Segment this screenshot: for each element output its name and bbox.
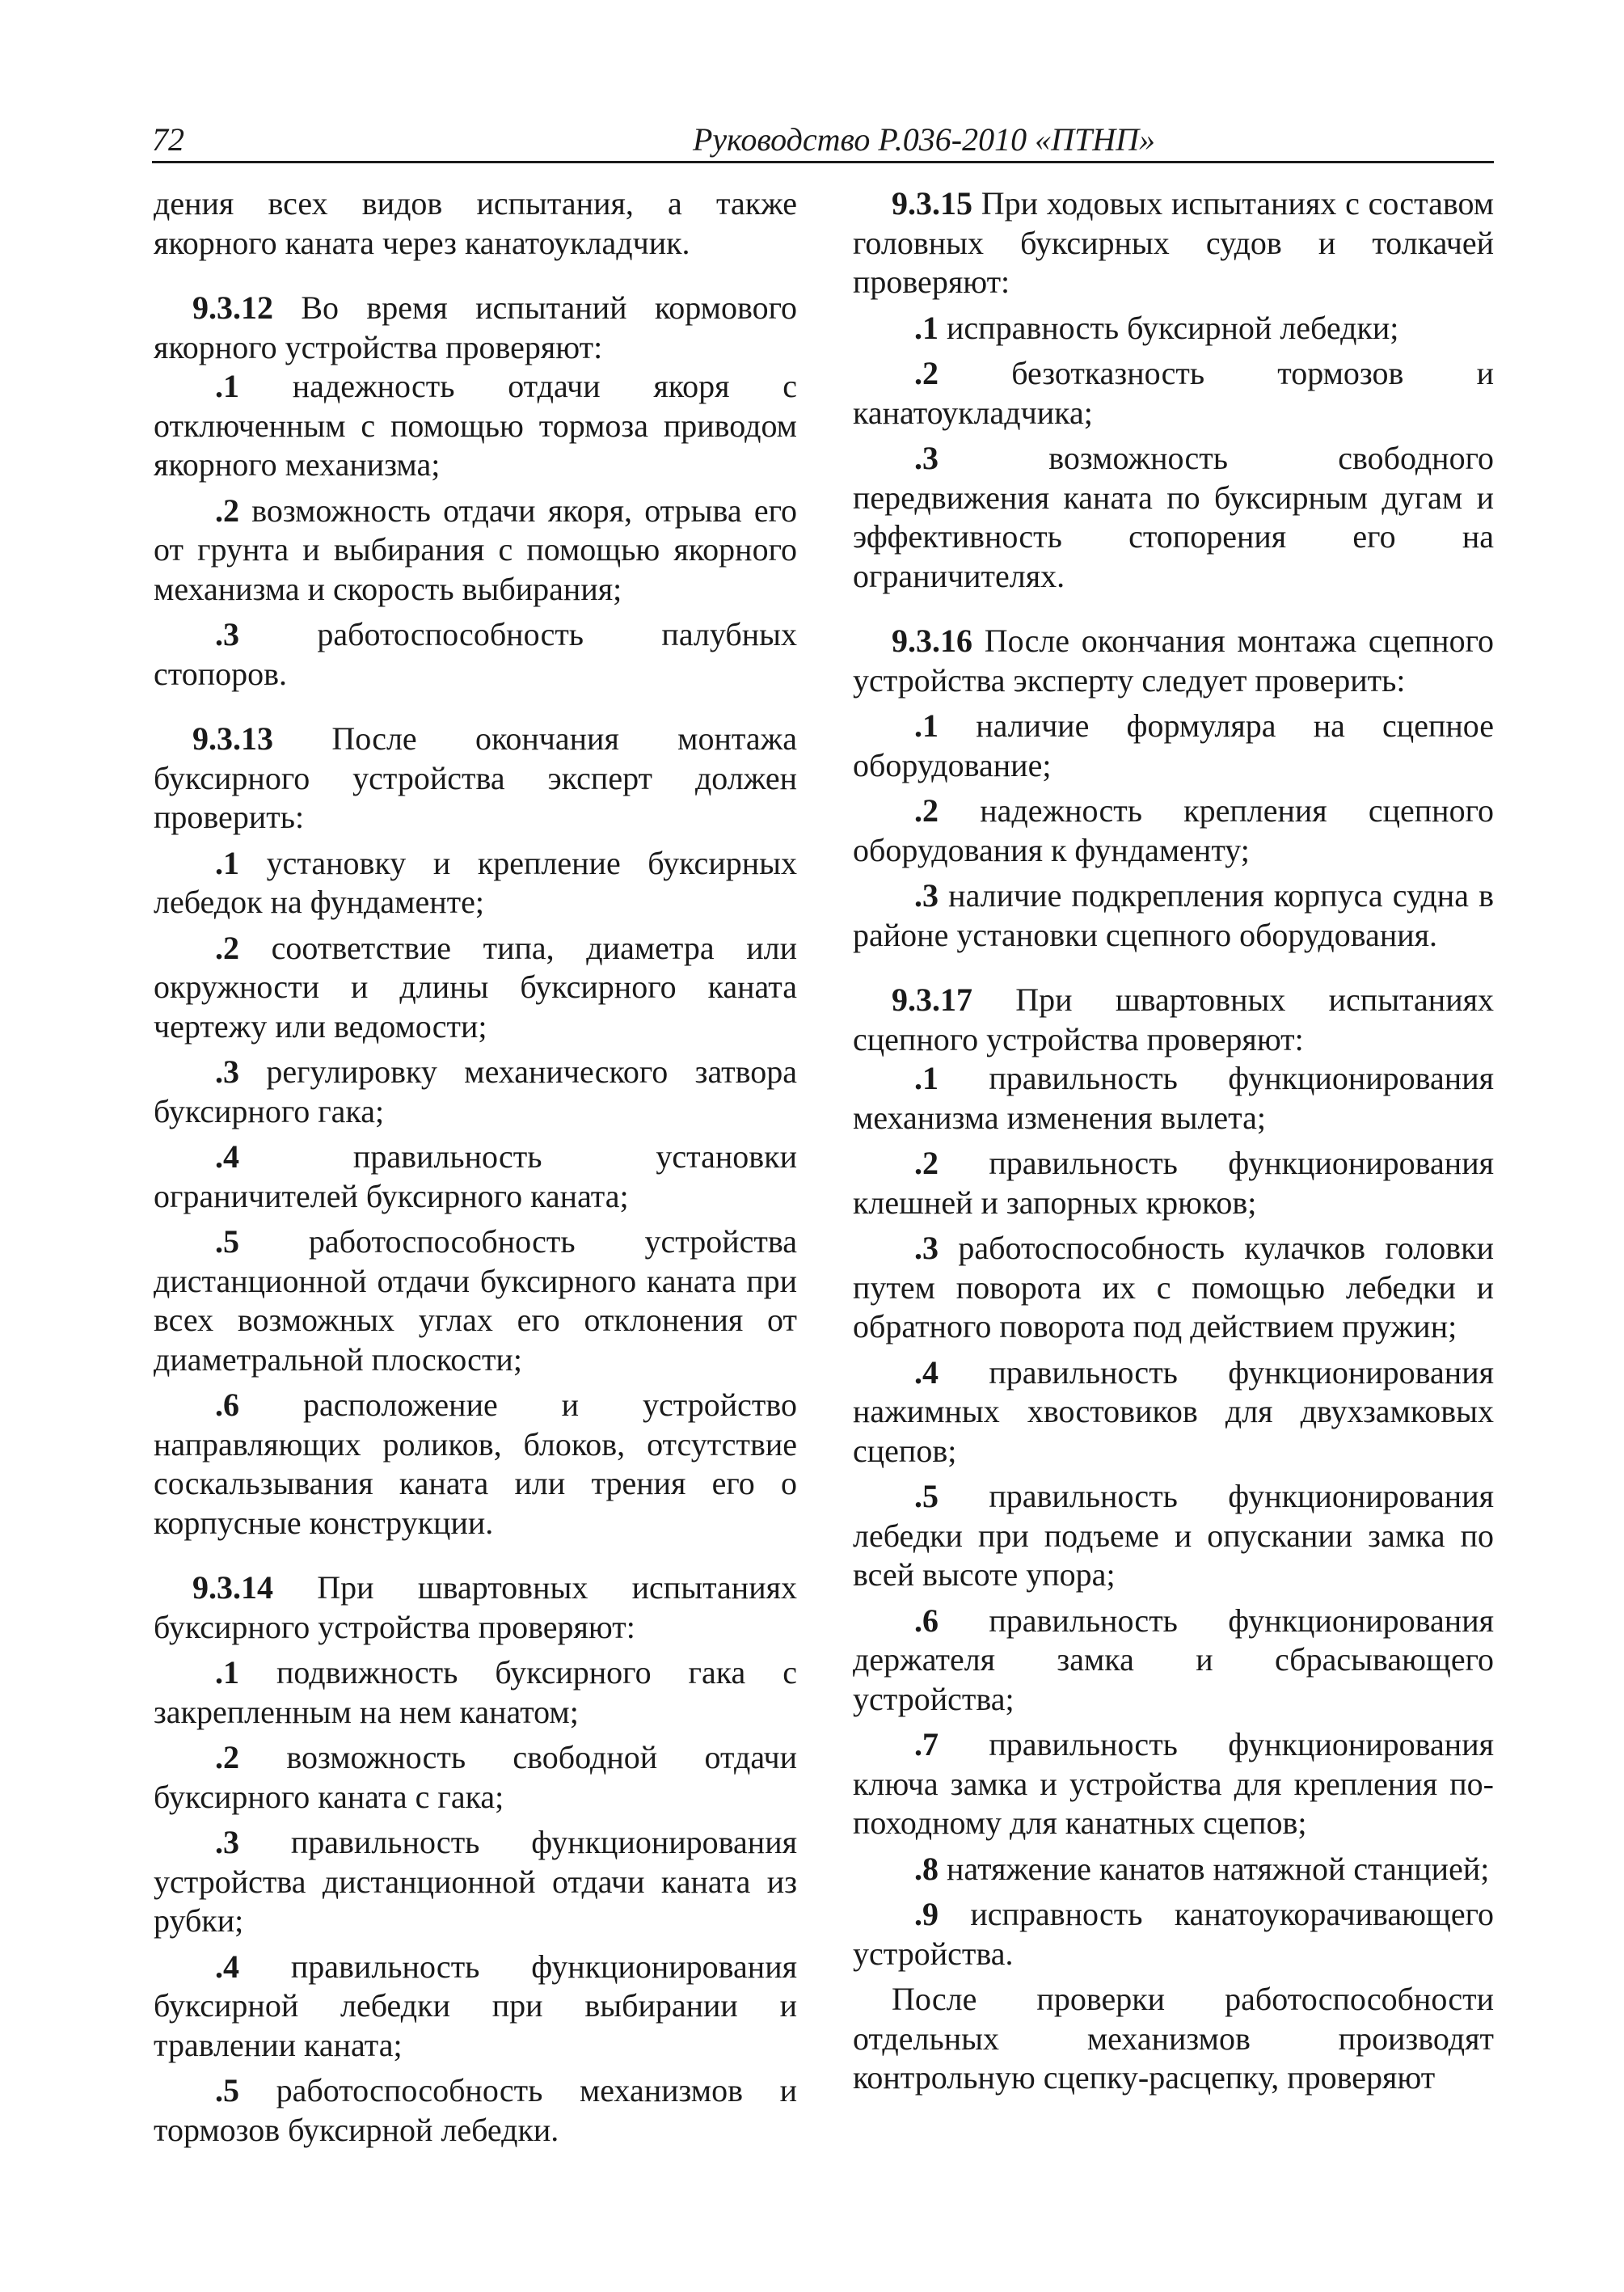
list-item xyxy=(154,929,797,1047)
item-text: возможность свободной отдачи буксирного каната с гака; xyxy=(154,1739,797,1815)
item-number: .2 xyxy=(215,1739,239,1775)
list-item xyxy=(853,1725,1494,1843)
continued-paragraph: дения всех видов испытания, а также якорного каната через канатоукладчик. xyxy=(154,185,797,261)
header-divider xyxy=(152,161,1494,163)
item-number: .3 xyxy=(215,1053,239,1090)
item-number: .2 xyxy=(215,492,239,529)
section-text: Во время испытаний кормового якорного устройства проверяют: xyxy=(154,289,798,365)
list-item xyxy=(154,1053,797,1131)
item-number: .4 xyxy=(215,1138,239,1175)
item-text: наличие формуляра на сцепное оборудование; xyxy=(853,707,1495,783)
section-9-3-13 xyxy=(154,720,797,838)
item-number: .6 xyxy=(215,1387,239,1423)
section-text: После окончания монтажа буксирного устройства эксперт должен проверить: xyxy=(154,720,798,835)
item-number: .1 xyxy=(914,309,939,346)
item-text: расположение и устройство направляющих роликов, блоков, отсутствие соскальзывания каната или трения его о корпусные конструкции. xyxy=(154,1387,798,1541)
item-number: .6 xyxy=(914,1602,939,1639)
item-number: .3 xyxy=(914,440,939,476)
section-number: 9.3.13 xyxy=(192,720,273,757)
item-text: правильность функционирования держателя замка и сбрасывающего устройства; xyxy=(853,1602,1494,1717)
item-text: правильность функционирования нажимных хвостовиков для двухзамковых сцепов; xyxy=(853,1353,1494,1469)
list-item xyxy=(853,1602,1494,1720)
item-text: установку и крепление буксирных лебедок на фундаменте; xyxy=(154,844,797,920)
item-text: подвижность буксирного гака с закрепленным на нем канатом; xyxy=(154,1654,798,1730)
list-item xyxy=(853,1850,1494,1889)
section-text: При швартовных испытаниях сцепного устройства проверяют: xyxy=(853,981,1494,1057)
section-9-3-16 xyxy=(853,622,1494,700)
item-text: соответствие типа, диаметра или окружности и длины буксирного каната чертежу или ведомости; xyxy=(154,929,798,1045)
right-column xyxy=(853,184,1494,2098)
item-number: .4 xyxy=(215,1948,239,1985)
item-text: надежность отдачи якоря с отключенным с помощью тормоза приводом якорного механизма; xyxy=(154,368,797,483)
item-number: .1 xyxy=(215,368,239,404)
list-item xyxy=(154,1386,797,1543)
list-item xyxy=(154,1138,797,1216)
section-9-3-12 xyxy=(154,289,797,367)
item-number: .2 xyxy=(215,929,239,966)
section-9-3-17 xyxy=(853,981,1494,1059)
list-item xyxy=(853,707,1494,785)
item-number: .4 xyxy=(914,1353,939,1391)
item-number: .1 xyxy=(914,707,939,744)
running-title: Руководство Р.036-2010 «ПТНП» xyxy=(692,121,1156,158)
section-number: 9.3.16 xyxy=(892,623,972,659)
item-text: правильность функционирования механизма изменения вылета; xyxy=(853,1060,1494,1136)
item-text: правильность функционирования устройства дистанционной отдачи каната из рубки; xyxy=(154,1824,797,1939)
item-text: работоспособность кулачков головки путем поворота их с помощью лебедки и обратного поворота под действием пружин; xyxy=(853,1230,1494,1344)
item-number: .3 xyxy=(215,1824,239,1860)
section-text: После окончания монтажа сцепного устройства эксперту следует проверить: xyxy=(853,623,1494,699)
section-number: 9.3.14 xyxy=(192,1569,273,1606)
list-item xyxy=(853,439,1494,596)
item-number: .8 xyxy=(914,1850,939,1887)
left-column xyxy=(154,184,797,2150)
item-text: регулировку механического затвора буксирного гака; xyxy=(154,1053,798,1129)
page-number: 72 xyxy=(152,121,184,158)
item-text: возможность отдачи якоря, отрыва его от грунта и выбирания с помощью якорного механизма и скорость выбирания; xyxy=(154,492,797,607)
item-number: .3 xyxy=(914,1230,939,1266)
section-number: 9.3.17 xyxy=(892,981,972,1018)
list-item xyxy=(853,1353,1494,1471)
item-number: .5 xyxy=(914,1478,939,1514)
section-number: 9.3.12 xyxy=(192,289,273,326)
section-text: При швартовных испытаниях буксирного устройства проверяют: xyxy=(154,1569,797,1645)
item-text: исправность буксирной лебедки; xyxy=(947,309,1399,346)
final-paragraph: После проверки работоспособности отдельных механизмов производят контрольную сцепку-расцепку, проверяют xyxy=(853,1981,1494,2096)
item-text: работоспособность устройства дистанционной отдачи буксирного каната при всех возможных углах его отклонения от диаметральной плоскости; xyxy=(154,1223,797,1378)
item-text: работоспособность механизмов и тормозов буксирной лебедки. xyxy=(154,2072,797,2148)
item-number: .5 xyxy=(215,2072,239,2108)
item-number: .7 xyxy=(914,1726,939,1762)
item-text: правильность функционирования ключа замка и устройства для крепления по-походному для канатных сцепов; xyxy=(853,1726,1494,1841)
list-item xyxy=(154,367,797,485)
section-number: 9.3.15 xyxy=(892,185,972,222)
item-number: .1 xyxy=(215,1654,239,1691)
section-text: При ходовых испытаниях с составом головных буксирных судов и толкачей проверяют: xyxy=(853,185,1494,300)
list-item xyxy=(853,791,1494,870)
list-item xyxy=(154,1222,797,1379)
list-item xyxy=(853,1229,1494,1347)
item-text: натяжение канатов натяжной станцией; xyxy=(947,1850,1490,1887)
item-number: .5 xyxy=(215,1223,239,1260)
list-item xyxy=(154,615,797,694)
section-9-3-14 xyxy=(154,1568,797,1647)
item-number: .2 xyxy=(914,355,939,391)
item-text: правильность функционирования лебедки при подъеме и опускании замка по всей высоте упора; xyxy=(853,1478,1494,1593)
item-text: надежность крепления сцепного оборудования к фундаменту; xyxy=(853,792,1494,868)
item-number: .1 xyxy=(914,1060,939,1096)
item-text: правильность функционирования клешней и запорных крюков; xyxy=(853,1145,1494,1221)
list-item xyxy=(853,1059,1494,1138)
section-9-3-15 xyxy=(853,184,1494,302)
list-item xyxy=(154,2071,797,2150)
list-item xyxy=(853,1144,1494,1222)
item-number: .1 xyxy=(215,844,239,881)
list-item xyxy=(154,492,797,610)
item-number: .3 xyxy=(914,877,939,914)
list-item xyxy=(154,1738,797,1817)
list-item xyxy=(853,1895,1494,1973)
list-item xyxy=(853,309,1494,348)
page-header xyxy=(152,120,1494,160)
list-item xyxy=(154,1653,797,1732)
item-text: правильность функционирования буксирной лебедки при выбирании и травлении каната; xyxy=(154,1948,797,2063)
list-item xyxy=(154,844,797,922)
item-text: работоспособность палубных стопоров. xyxy=(154,616,797,692)
item-number: .3 xyxy=(215,616,239,652)
item-text: наличие подкрепления корпуса судна в районе установки сцепного оборудования. xyxy=(853,877,1495,953)
item-text: безотказность тормозов и канатоукладчика; xyxy=(853,355,1495,431)
list-item xyxy=(853,876,1494,955)
item-number: .2 xyxy=(914,1145,939,1181)
list-item xyxy=(154,1948,797,2066)
item-text: исправность канатоукорачивающего устройства. xyxy=(853,1896,1495,1972)
item-text: правильность установки ограничителей буксирного каната; xyxy=(154,1138,797,1214)
list-item xyxy=(154,1823,797,1941)
list-item xyxy=(853,1477,1494,1595)
item-number: .9 xyxy=(914,1896,939,1932)
list-item xyxy=(853,354,1494,433)
item-text: возможность свободного передвижения каната по буксирным дугам и эффективность стопорения его на ограничителях. xyxy=(853,440,1494,594)
item-number: .2 xyxy=(914,792,939,829)
